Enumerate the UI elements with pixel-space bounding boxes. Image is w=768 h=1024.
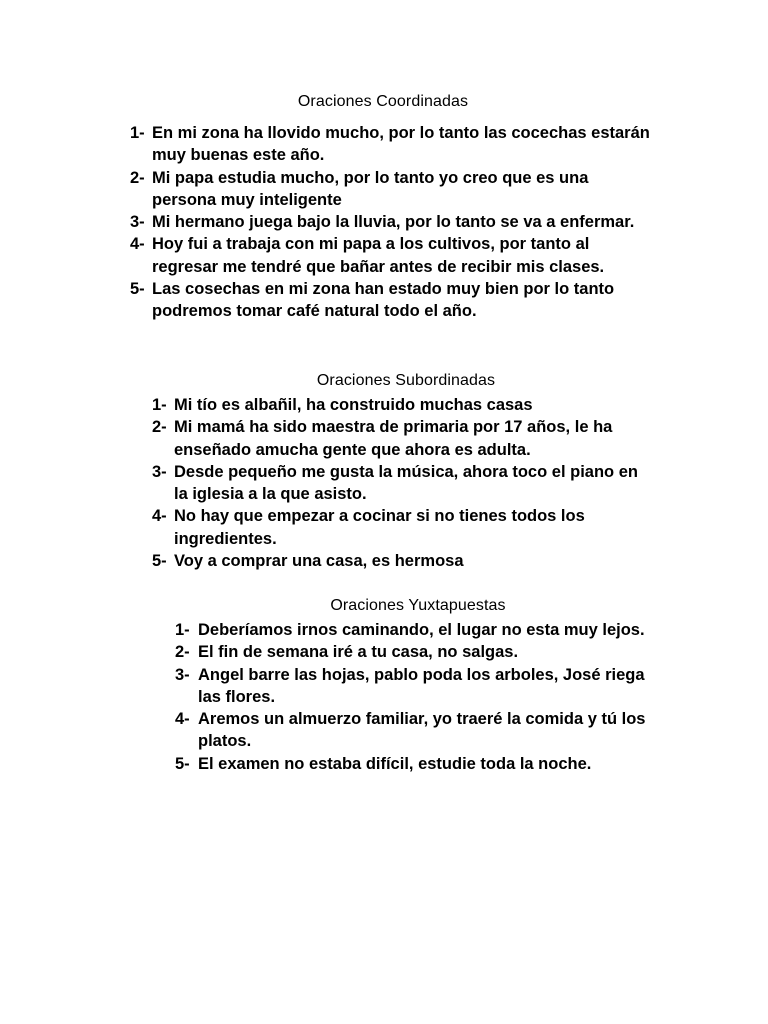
- item-number: 5-: [175, 754, 190, 773]
- sentence-list: [152, 394, 652, 572]
- item-number: 5-: [130, 280, 145, 299]
- list-item: [175, 619, 650, 641]
- item-number: 1-: [152, 396, 167, 414]
- item-number: 1-: [130, 124, 145, 142]
- item-text: Voy a comprar una casa, es hermosa: [174, 552, 464, 571]
- item-text: Aremos un almuerzo familiar, yo traeré la comida y tú los platos.: [198, 710, 646, 751]
- section-oraciones-coordinadas: [0, 92, 768, 323]
- item-text: Deberíamos irnos caminando, el lugar no esta muy lejos.: [198, 621, 645, 639]
- item-number: 5-: [152, 552, 167, 571]
- list-item: [152, 550, 652, 572]
- item-text: No hay que empezar a cocinar si no tienes todos los ingredientes.: [174, 507, 585, 548]
- item-number: 2-: [175, 643, 190, 662]
- section-title: Oraciones Yuxtapuestas: [330, 597, 506, 614]
- list-item: [152, 394, 652, 416]
- item-number: 2-: [152, 418, 167, 437]
- item-text: Mi mamá ha sido maestra de primaria por 17 años, le ha enseñado amucha gente que ahora es adulta.: [174, 418, 613, 459]
- item-text: Desde pequeño me gusta la música, ahora toco el piano en la iglesia a la que asisto.: [174, 462, 638, 504]
- item-text: Mi tío es albañil, ha construido muchas casas: [174, 396, 533, 414]
- item-number: 4-: [152, 507, 167, 526]
- item-text: Mi hermano juega bajo la lluvia, por lo tanto se va a enfermar.: [152, 213, 635, 232]
- item-text: Hoy fui a trabaja con mi papa a los cultivos, por tanto al regresar me tendré que bañar antes de recibir mis clases.: [152, 235, 605, 276]
- item-text: El fin de semana iré a tu casa, no salgas.: [198, 643, 519, 662]
- item-number: 1-: [175, 621, 190, 639]
- list-item: [175, 664, 650, 709]
- list-item: [175, 753, 650, 775]
- item-text: Angel barre las hojas, pablo poda los arboles, José riega las flores.: [198, 665, 645, 706]
- section-title: Oraciones Subordinadas: [316, 372, 496, 389]
- sentence-list: [175, 619, 650, 775]
- item-number: 3-: [130, 213, 145, 232]
- item-text: En mi zona ha llovido mucho, por lo tanto las cocechas estarán muy buenas este año.: [152, 124, 650, 165]
- item-number: 3-: [152, 462, 167, 481]
- list-item: [175, 708, 650, 753]
- list-item: [152, 416, 652, 461]
- item-number: 4-: [175, 710, 190, 729]
- list-item: [130, 211, 650, 233]
- item-number: 2-: [130, 168, 145, 187]
- item-text: Las cosechas en mi zona han estado muy bien por lo tanto podremos tomar café natural todo el año.: [152, 280, 615, 321]
- list-item: [130, 167, 650, 212]
- item-text: El examen no estaba difícil, estudie toda la noche.: [198, 754, 592, 773]
- list-item: [130, 278, 650, 323]
- list-item: [175, 641, 650, 663]
- item-text: Mi papa estudia mucho, por lo tanto yo creo que es una persona muy inteligente: [152, 168, 589, 209]
- section-title: Oraciones Coordinadas: [297, 93, 469, 110]
- sentence-list: [130, 122, 650, 323]
- list-item: [130, 122, 650, 167]
- item-number: 4-: [130, 235, 145, 254]
- list-item: [130, 233, 650, 278]
- item-number: 3-: [175, 665, 190, 684]
- list-item: [152, 461, 652, 506]
- list-item: [152, 505, 652, 550]
- section-oraciones-subordinadas: [0, 371, 768, 572]
- section-oraciones-yuxtapuestas: [0, 596, 768, 775]
